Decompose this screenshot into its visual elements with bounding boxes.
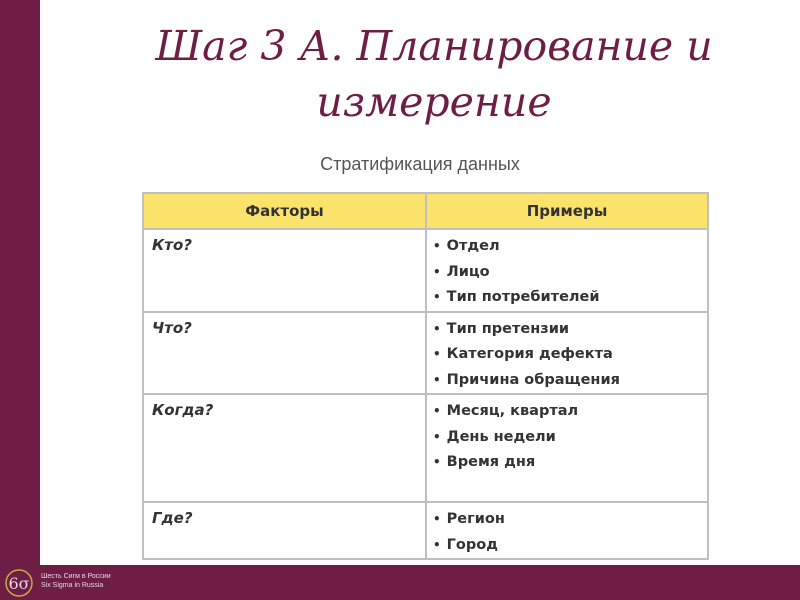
example-text: Тип претензии (446, 320, 570, 337)
example-item: • Время дня (433, 454, 536, 470)
footer-logo-text (41, 572, 111, 590)
footer-line-en: Six Sigma in Russia (41, 582, 104, 589)
table-row (143, 229, 708, 312)
header-examples: Примеры (426, 193, 708, 229)
stratification-table (142, 192, 709, 560)
example-item: • Категория дефекта (433, 346, 613, 362)
example-text: Город (446, 536, 498, 553)
example-text: Категория дефекта (446, 346, 613, 362)
examples-cell (426, 502, 708, 559)
examples-cell (426, 229, 708, 312)
example-item: • День недели (433, 428, 556, 445)
example-item: • Регион (433, 511, 505, 527)
factor-cell: Когда? (143, 394, 426, 502)
example-text: Причина обращения (446, 371, 620, 388)
examples-cell (426, 394, 708, 502)
factor-cell: Где? (143, 502, 426, 559)
example-item: • Тип претензии (433, 320, 570, 337)
factor-cell: Кто? (143, 229, 426, 312)
example-text: Время дня (446, 454, 536, 470)
example-item: • Отдел (433, 238, 500, 254)
example-text: Лицо (446, 263, 490, 280)
six-sigma-logo-icon (4, 568, 34, 598)
example-text: Отдел (446, 238, 500, 254)
example-item: • Лицо (433, 263, 490, 280)
example-text: Месяц, квартал (446, 403, 579, 419)
svg-text:6σ: 6σ (8, 574, 30, 593)
table-row (143, 312, 708, 395)
table-row (143, 502, 708, 559)
example-item: • Месяц, квартал (433, 403, 579, 419)
example-text: Регион (446, 511, 505, 527)
example-item: • Тип потребителей (433, 289, 600, 305)
footer-line-ru: Шесть Сигм в России (41, 573, 111, 580)
left-decor-band (0, 0, 40, 600)
slide-subtitle: Стратификация данных (320, 154, 520, 174)
example-text: Тип потребителей (446, 289, 600, 305)
example-item: • Причина обращения (433, 371, 620, 388)
examples-cell (426, 312, 708, 395)
example-text: День недели (446, 428, 556, 445)
table-header-row (143, 193, 708, 229)
factor-cell: Что? (143, 312, 426, 395)
example-item: • Город (433, 536, 498, 553)
footer-band (0, 565, 800, 600)
slide-title: Шаг 3 А. Планирование и измерение (155, 22, 713, 126)
header-factors: Факторы (143, 193, 426, 229)
table-row (143, 394, 708, 502)
